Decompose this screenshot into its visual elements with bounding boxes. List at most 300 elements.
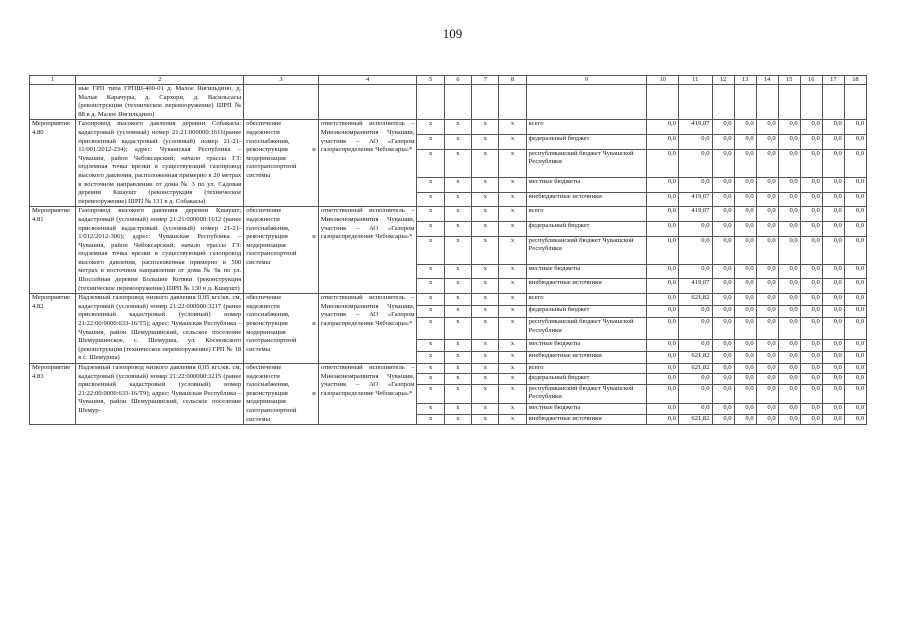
- code-cell: x: [472, 177, 499, 192]
- funding-source-cell: внебюджетные источники: [526, 192, 647, 207]
- amount-cell: 0,0: [778, 120, 800, 135]
- code-cell: x: [499, 404, 526, 414]
- amount-cell: 0,0: [734, 317, 756, 339]
- amount-cell: 0,0: [756, 364, 778, 374]
- code-cell: x: [472, 120, 499, 135]
- code-cell: x: [444, 192, 471, 207]
- code-cell: x: [472, 192, 499, 207]
- code-cell: x: [417, 120, 444, 135]
- code-cell: x: [444, 222, 471, 237]
- code-cell: x: [499, 264, 526, 279]
- amount-cell: 0,0: [712, 294, 734, 306]
- amount-cell: 0,0: [822, 207, 844, 222]
- amount-cell: 0,0: [734, 404, 756, 414]
- code-cell: x: [499, 364, 526, 374]
- funding-source-cell: местные бюджеты: [526, 177, 647, 192]
- amount-cell: 0,0: [800, 192, 822, 207]
- amount-cell: 621,82: [678, 294, 712, 306]
- code-cell: x: [417, 294, 444, 306]
- code-cell: x: [417, 306, 444, 318]
- funding-source-cell: республиканский бюджет Чувашской Республики: [526, 384, 647, 404]
- amount-cell: 0,0: [712, 352, 734, 364]
- column-number: 5: [417, 76, 444, 85]
- amount-cell: 0,0: [734, 352, 756, 364]
- amount-cell: 0,0: [712, 177, 734, 192]
- column-number: 9: [526, 76, 647, 85]
- amount-cell: 0,0: [822, 340, 844, 352]
- amount-cell: 0,0: [800, 384, 822, 404]
- empty-cell: [318, 85, 417, 120]
- amount-cell: 0,0: [822, 306, 844, 318]
- amount-cell: 0,0: [647, 192, 679, 207]
- code-cell: x: [417, 222, 444, 237]
- amount-cell: 0,0: [844, 317, 866, 339]
- amount-cell: 0,0: [756, 340, 778, 352]
- funding-source-cell: внебюджетные источники: [526, 414, 647, 424]
- amount-cell: 0,0: [800, 404, 822, 414]
- amount-cell: 0,0: [712, 120, 734, 135]
- amount-cell: 0,0: [822, 192, 844, 207]
- amount-cell: 0,0: [678, 177, 712, 192]
- amount-cell: 0,0: [778, 404, 800, 414]
- code-cell: x: [472, 149, 499, 177]
- code-cell: x: [499, 414, 526, 424]
- amount-cell: 0,0: [778, 340, 800, 352]
- amount-cell: 0,0: [712, 135, 734, 150]
- amount-cell: 0,0: [647, 306, 679, 318]
- code-cell: x: [499, 135, 526, 150]
- code-cell: x: [444, 279, 471, 294]
- code-cell: x: [444, 177, 471, 192]
- code-cell: x: [417, 135, 444, 150]
- amount-cell: 0,0: [844, 340, 866, 352]
- amount-cell: 0,0: [800, 120, 822, 135]
- event-description-cell: ные ГРП типа ГРПШ-400-01 д. Малое Янгильдино, д. Малые Карачуры, д. Сархори, д. Васильсасы (реконструкция (техническое перевооружение) ШРП № 88 в д. Малое Янгильдино): [76, 85, 244, 120]
- amount-cell: 0,0: [756, 135, 778, 150]
- amount-cell: 0,0: [822, 264, 844, 279]
- event-goal-cell: обеспечение надежности газоснабжения, реконструкция и модернизация газотранспортной системы: [244, 294, 319, 364]
- amount-cell: 0,0: [844, 414, 866, 424]
- amount-cell: 0,0: [712, 317, 734, 339]
- amount-cell: 0,0: [822, 222, 844, 237]
- amount-cell: 0,0: [647, 414, 679, 424]
- column-number: 17: [822, 76, 844, 85]
- amount-cell: 419,07: [678, 279, 712, 294]
- code-cell: x: [417, 340, 444, 352]
- amount-cell: 0,0: [822, 120, 844, 135]
- amount-cell: 0,0: [678, 404, 712, 414]
- amount-cell: 0,0: [822, 135, 844, 150]
- amount-cell: 0,0: [822, 364, 844, 374]
- amount-cell: 0,0: [822, 374, 844, 384]
- amount-cell: 0,0: [844, 236, 866, 264]
- amount-cell: 0,0: [712, 364, 734, 374]
- code-cell: x: [417, 364, 444, 374]
- empty-cell: [822, 85, 844, 120]
- amount-cell: 0,0: [756, 352, 778, 364]
- code-cell: x: [499, 374, 526, 384]
- amount-cell: 0,0: [800, 317, 822, 339]
- amount-cell: 0,0: [844, 364, 866, 374]
- code-cell: x: [444, 120, 471, 135]
- table-row: [30, 120, 867, 135]
- funding-source-cell: федеральный бюджет: [526, 222, 647, 237]
- amount-cell: 0,0: [647, 135, 679, 150]
- code-cell: x: [499, 177, 526, 192]
- amount-cell: 0,0: [778, 135, 800, 150]
- code-cell: x: [417, 317, 444, 339]
- amount-cell: 0,0: [734, 207, 756, 222]
- empty-cell: [844, 85, 866, 120]
- code-cell: x: [417, 264, 444, 279]
- amount-cell: 0,0: [822, 279, 844, 294]
- code-cell: x: [472, 352, 499, 364]
- code-cell: x: [417, 374, 444, 384]
- code-cell: x: [499, 294, 526, 306]
- amount-cell: 0,0: [822, 236, 844, 264]
- code-cell: x: [417, 384, 444, 404]
- amount-cell: 0,0: [844, 279, 866, 294]
- code-cell: x: [417, 149, 444, 177]
- code-cell: x: [472, 374, 499, 384]
- amount-cell: 0,0: [778, 236, 800, 264]
- column-number: 1: [30, 76, 76, 85]
- funding-source-cell: местные бюджеты: [526, 404, 647, 414]
- table-row: [30, 294, 867, 306]
- empty-cell: [499, 85, 526, 120]
- amount-cell: 0,0: [756, 317, 778, 339]
- amount-cell: 0,0: [800, 207, 822, 222]
- amount-cell: 0,0: [734, 177, 756, 192]
- amount-cell: 0,0: [678, 317, 712, 339]
- amount-cell: 0,0: [647, 236, 679, 264]
- amount-cell: 0,0: [800, 222, 822, 237]
- event-id-cell: Мероприятие 4.80: [30, 120, 76, 207]
- amount-cell: 0,0: [778, 192, 800, 207]
- code-cell: x: [472, 340, 499, 352]
- code-cell: x: [472, 306, 499, 318]
- amount-cell: 0,0: [778, 306, 800, 318]
- amount-cell: 0,0: [712, 192, 734, 207]
- amount-cell: 621,82: [678, 364, 712, 374]
- code-cell: x: [499, 207, 526, 222]
- amount-cell: 0,0: [712, 149, 734, 177]
- amount-cell: 0,0: [647, 177, 679, 192]
- code-cell: x: [444, 414, 471, 424]
- amount-cell: 0,0: [778, 414, 800, 424]
- code-cell: x: [444, 317, 471, 339]
- amount-cell: 621,82: [678, 352, 712, 364]
- amount-cell: 0,0: [678, 340, 712, 352]
- code-cell: x: [499, 222, 526, 237]
- amount-cell: 0,0: [778, 264, 800, 279]
- amount-cell: 0,0: [800, 264, 822, 279]
- amount-cell: 0,0: [756, 149, 778, 177]
- amount-cell: 0,0: [678, 264, 712, 279]
- code-cell: x: [472, 236, 499, 264]
- amount-cell: 0,0: [800, 149, 822, 177]
- amount-cell: 0,0: [800, 374, 822, 384]
- amount-cell: 0,0: [712, 340, 734, 352]
- amount-cell: 0,0: [712, 264, 734, 279]
- amount-cell: 0,0: [734, 364, 756, 374]
- amount-cell: 0,0: [734, 384, 756, 404]
- empty-cell: [778, 85, 800, 120]
- code-cell: x: [499, 120, 526, 135]
- empty-cell: [444, 85, 471, 120]
- code-cell: x: [417, 177, 444, 192]
- amount-cell: 0,0: [844, 306, 866, 318]
- amount-cell: 0,0: [647, 294, 679, 306]
- amount-cell: 0,0: [800, 306, 822, 318]
- amount-cell: 0,0: [822, 149, 844, 177]
- amount-cell: 0,0: [822, 414, 844, 424]
- column-number: 14: [756, 76, 778, 85]
- amount-cell: 0,0: [756, 192, 778, 207]
- amount-cell: 0,0: [844, 207, 866, 222]
- amount-cell: 0,0: [756, 306, 778, 318]
- funding-source-cell: республиканский бюджет Чувашской Республики: [526, 317, 647, 339]
- amount-cell: 0,0: [647, 364, 679, 374]
- column-number: 7: [472, 76, 499, 85]
- amount-cell: 0,0: [844, 222, 866, 237]
- amount-cell: 0,0: [734, 306, 756, 318]
- code-cell: x: [444, 306, 471, 318]
- amount-cell: 0,0: [778, 177, 800, 192]
- empty-cell: [800, 85, 822, 120]
- amount-cell: 0,0: [756, 294, 778, 306]
- amount-cell: 0,0: [678, 306, 712, 318]
- code-cell: x: [472, 414, 499, 424]
- amount-cell: 0,0: [647, 340, 679, 352]
- amount-cell: 0,0: [756, 414, 778, 424]
- code-cell: x: [472, 264, 499, 279]
- column-number: 10: [647, 76, 679, 85]
- amount-cell: 0,0: [778, 149, 800, 177]
- amount-cell: 0,0: [778, 317, 800, 339]
- code-cell: x: [417, 236, 444, 264]
- code-cell: x: [472, 317, 499, 339]
- amount-cell: 0,0: [712, 374, 734, 384]
- amount-cell: 0,0: [778, 279, 800, 294]
- amount-cell: 0,0: [712, 404, 734, 414]
- amount-cell: 0,0: [734, 340, 756, 352]
- column-number: 8: [499, 76, 526, 85]
- amount-cell: 0,0: [712, 236, 734, 264]
- amount-cell: 0,0: [800, 177, 822, 192]
- amount-cell: 0,0: [756, 404, 778, 414]
- amount-cell: 0,0: [844, 264, 866, 279]
- amount-cell: 0,0: [800, 364, 822, 374]
- amount-cell: 0,0: [822, 317, 844, 339]
- empty-cell: [734, 85, 756, 120]
- amount-cell: 0,0: [778, 352, 800, 364]
- amount-cell: 0,0: [647, 222, 679, 237]
- table-body: [30, 76, 867, 425]
- code-cell: x: [417, 352, 444, 364]
- event-responsible-cell: ответственный исполнитель – Минэкономразвития Чувашии, участник – АО «Газпром газораспределение Чебоксары»*: [318, 364, 417, 425]
- empty-cell: [712, 85, 734, 120]
- amount-cell: 0,0: [822, 177, 844, 192]
- amount-cell: 0,0: [734, 279, 756, 294]
- event-responsible-cell: ответственный исполнитель – Минэкономразвития Чувашии, участник – АО «Газпром газораспределение Чебоксары»*: [318, 120, 417, 207]
- amount-cell: 419,07: [678, 192, 712, 207]
- code-cell: x: [444, 207, 471, 222]
- event-id-cell: Мероприятие 4.83: [30, 364, 76, 425]
- code-cell: x: [472, 207, 499, 222]
- amount-cell: 0,0: [734, 264, 756, 279]
- code-cell: x: [444, 364, 471, 374]
- column-number: 16: [800, 76, 822, 85]
- code-cell: x: [499, 352, 526, 364]
- amount-cell: 0,0: [800, 135, 822, 150]
- amount-cell: 0,0: [647, 120, 679, 135]
- amount-cell: 0,0: [800, 340, 822, 352]
- column-number: 18: [844, 76, 866, 85]
- amount-cell: 0,0: [647, 374, 679, 384]
- continuation-row: [30, 85, 867, 120]
- amount-cell: 0,0: [678, 384, 712, 404]
- code-cell: x: [417, 404, 444, 414]
- funding-source-cell: внебюджетные источники: [526, 352, 647, 364]
- code-cell: x: [499, 306, 526, 318]
- funding-source-cell: федеральный бюджет: [526, 306, 647, 318]
- amount-cell: 0,0: [647, 384, 679, 404]
- code-cell: x: [444, 340, 471, 352]
- amount-cell: 0,0: [678, 135, 712, 150]
- event-id-cell: [30, 85, 76, 120]
- empty-cell: [244, 85, 319, 120]
- code-cell: x: [499, 149, 526, 177]
- amount-cell: 0,0: [647, 149, 679, 177]
- amount-cell: 0,0: [844, 177, 866, 192]
- code-cell: x: [499, 192, 526, 207]
- code-cell: x: [444, 374, 471, 384]
- amount-cell: 0,0: [678, 236, 712, 264]
- event-id-cell: Мероприятие 4.82: [30, 294, 76, 364]
- column-number: 6: [444, 76, 471, 85]
- code-cell: x: [499, 384, 526, 404]
- funding-source-cell: всего: [526, 207, 647, 222]
- amount-cell: 0,0: [756, 177, 778, 192]
- amount-cell: 0,0: [734, 192, 756, 207]
- event-id-cell: Мероприятие 4.81: [30, 207, 76, 294]
- amount-cell: 0,0: [734, 414, 756, 424]
- amount-cell: 0,0: [844, 149, 866, 177]
- amount-cell: 0,0: [822, 384, 844, 404]
- amount-cell: 0,0: [734, 222, 756, 237]
- column-number: 3: [244, 76, 319, 85]
- amount-cell: 0,0: [756, 384, 778, 404]
- amount-cell: 0,0: [756, 236, 778, 264]
- amount-cell: 621,82: [678, 414, 712, 424]
- amount-cell: 0,0: [734, 135, 756, 150]
- column-number: 2: [76, 76, 244, 85]
- code-cell: x: [499, 279, 526, 294]
- empty-cell: [417, 85, 444, 120]
- code-cell: x: [472, 404, 499, 414]
- code-cell: x: [417, 279, 444, 294]
- amount-cell: 0,0: [844, 135, 866, 150]
- code-cell: x: [444, 404, 471, 414]
- column-number: 12: [712, 76, 734, 85]
- code-cell: x: [444, 149, 471, 177]
- amount-cell: 419,07: [678, 207, 712, 222]
- empty-cell: [472, 85, 499, 120]
- funding-source-cell: республиканский бюджет Чувашской Республики: [526, 236, 647, 264]
- funding-source-cell: внебюджетные источники: [526, 279, 647, 294]
- code-cell: x: [499, 317, 526, 339]
- amount-cell: 0,0: [647, 279, 679, 294]
- amount-cell: 0,0: [734, 149, 756, 177]
- amount-cell: 0,0: [712, 207, 734, 222]
- code-cell: x: [472, 135, 499, 150]
- table-row: [30, 207, 867, 222]
- code-cell: x: [444, 352, 471, 364]
- funding-source-cell: всего: [526, 364, 647, 374]
- amount-cell: 0,0: [647, 207, 679, 222]
- page-number: 109: [442, 26, 463, 41]
- event-goal-cell: обеспечение надежности газоснабжения, реконструкция и модернизация газотранспортной системы: [244, 120, 319, 207]
- funding-source-cell: всего: [526, 120, 647, 135]
- empty-cell: [756, 85, 778, 120]
- funding-source-cell: республиканский бюджет Чувашской Республики: [526, 149, 647, 177]
- amount-cell: 0,0: [678, 374, 712, 384]
- amount-cell: 0,0: [678, 222, 712, 237]
- amount-cell: 0,0: [778, 384, 800, 404]
- code-cell: x: [444, 264, 471, 279]
- amount-cell: 0,0: [844, 294, 866, 306]
- amount-cell: 0,0: [756, 374, 778, 384]
- amount-cell: 0,0: [844, 384, 866, 404]
- amount-cell: 0,0: [778, 364, 800, 374]
- event-goal-cell: обеспечение надежности газоснабжения, реконструкция и модернизация газотранспортной системы: [244, 364, 319, 425]
- amount-cell: 0,0: [844, 374, 866, 384]
- column-number: 11: [678, 76, 712, 85]
- code-cell: x: [444, 294, 471, 306]
- event-description-cell: Надземный газопровод низкого давления 0,05 кгс/кв. см, кадастровый (условный) номер 21:22:000000:3217 (ранее присвоенный кадастровый (условный) номер 21:22:00:0000:633-16/Т5); адрес: Чувашская Республика – Чувашия, район Шемуршинский, сельское поселение Шемуршинское, с. Шемурша, ул. Космовского (реконструкция (техническое перевооружение) ГРП № 18 в с. Шемурша): [76, 294, 244, 364]
- amount-cell: 0,0: [844, 120, 866, 135]
- code-cell: x: [472, 279, 499, 294]
- event-goal-cell: обеспечение надежности газоснабжения, реконструкция и модернизация газотранспортной системы: [244, 207, 319, 294]
- amount-cell: 0,0: [712, 384, 734, 404]
- amount-cell: 0,0: [778, 207, 800, 222]
- code-cell: x: [472, 222, 499, 237]
- amount-cell: 0,0: [756, 222, 778, 237]
- amount-cell: 0,0: [734, 120, 756, 135]
- amount-cell: 0,0: [800, 352, 822, 364]
- amount-cell: 0,0: [844, 192, 866, 207]
- amount-cell: 0,0: [800, 294, 822, 306]
- amount-cell: 0,0: [647, 352, 679, 364]
- amount-cell: 0,0: [844, 404, 866, 414]
- amount-cell: 0,0: [678, 149, 712, 177]
- event-description-cell: Надземный газопровод низкого давления 0,05 кгс/кв. см, кадастровый (условный) номер 21:22:000000:3215 (ранее присвоенный кадастровый (условный) номер 21:22:00:0000:633-16/Т9); адрес: Чувашская Республика – Чувашия, район Шемуршинский, сельское поселение Шемур-: [76, 364, 244, 425]
- program-activities-table: [29, 75, 867, 425]
- amount-cell: 0,0: [756, 207, 778, 222]
- funding-source-cell: всего: [526, 294, 647, 306]
- funding-source-cell: местные бюджеты: [526, 264, 647, 279]
- amount-cell: 0,0: [844, 352, 866, 364]
- empty-cell: [647, 85, 679, 120]
- amount-cell: 0,0: [647, 404, 679, 414]
- code-cell: x: [499, 340, 526, 352]
- funding-source-cell: федеральный бюджет: [526, 135, 647, 150]
- amount-cell: 0,0: [822, 404, 844, 414]
- event-description-cell: Газопровод высокого давления деревни Кшаушт; кадастровый (условный) номер 21:21:000000:1612 (ранее присвоенный кадастровый (условный) номер 21-21-1/012/2012-306); адрес: Чувашская Республика – Чувашия, район Чебоксарский; начало трассы ГЗ: подземная точка врезки в существующий газопровод высокого давления, расположенная примерно в 500 метрах в восточном направлении от дома № 9а по ул. Шоссейная деревни Большие Котяки (реконструкция (техническое перевооружение) ШРП № 130 в д. Кшаушт): [76, 207, 244, 294]
- amount-cell: 0,0: [756, 279, 778, 294]
- empty-cell: [526, 85, 647, 120]
